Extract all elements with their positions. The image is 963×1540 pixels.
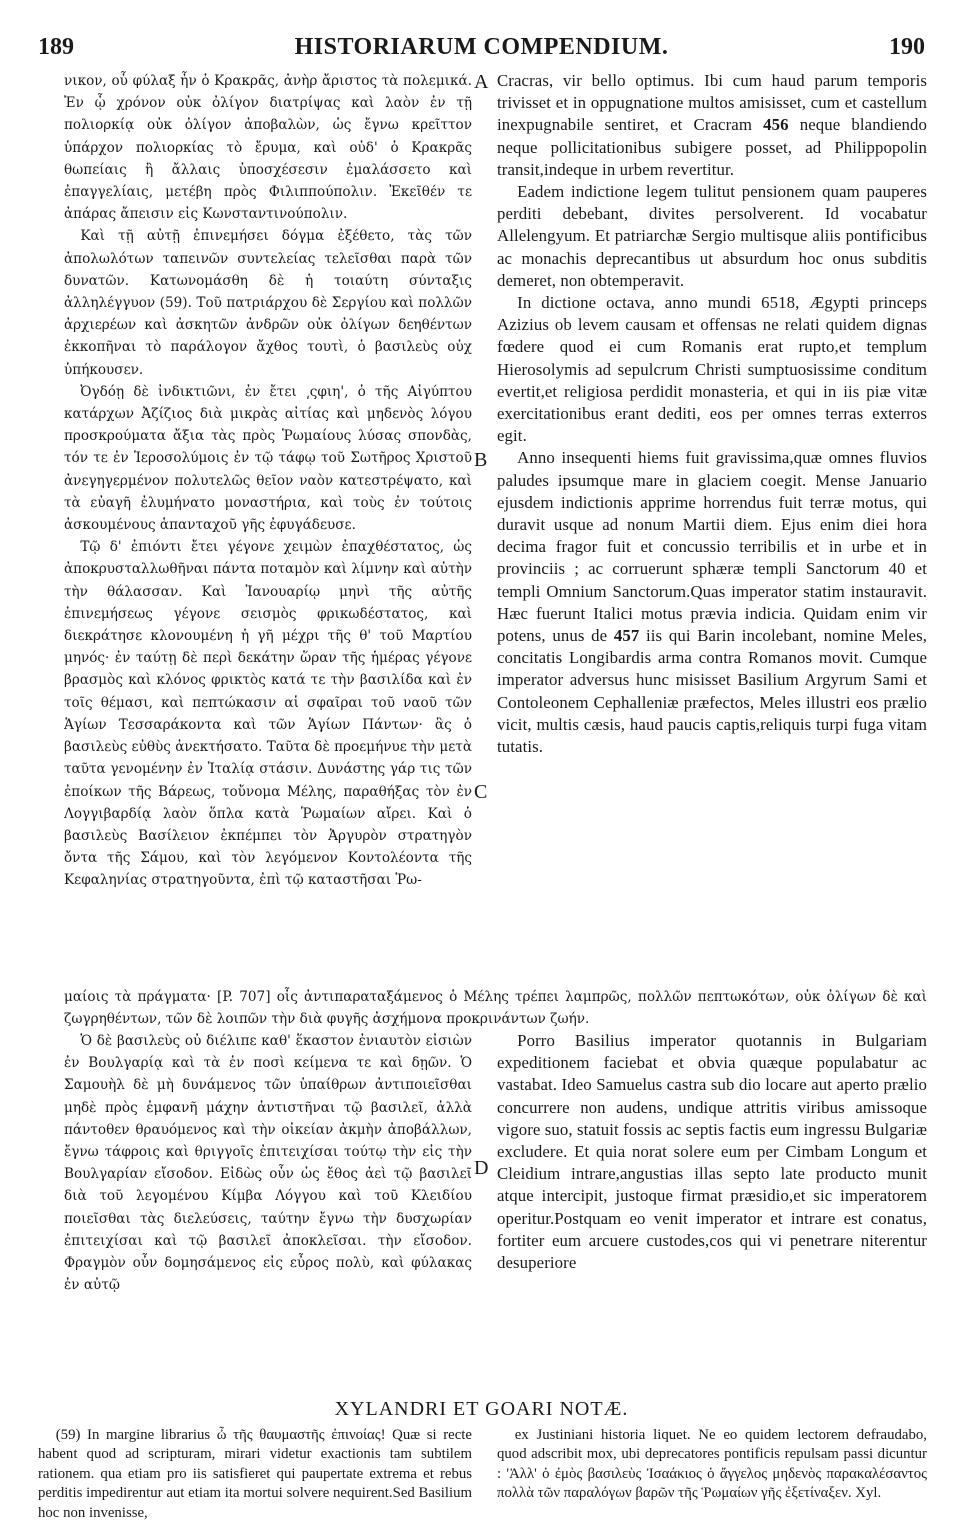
- latin-column-top: [497, 70, 927, 986]
- greek-column-bottom: [64, 1030, 472, 1390]
- margin-letter-b: B: [474, 449, 488, 471]
- latin-paragraph: Anno insequenti hiems fuit gravissima,quæ omnes fluvios paludes ipsumque mare in glaciem coegit. Mense Januario ejusdem indictionis apprime horrendus fuit terræ motus, qui duravit usque ad nonum Martii diem. Ejus enim diei hora decima fragor fuit et concussio terribilis et in urbe et in provinciis ; ac corruerunt sphæræ templi Sanctorum 40 et templi Omnium Sanctorum.Quas imperator statim instauravit. Hæc fuerunt Italici motus prævia indicia. Quidam enim vir potens, unus de 457 iis qui Barin incolebant, nomine Meles, concitatis Longibardis arma contra Romanos movit. Cumque imperator adversus hunc misisset Basilium Argyrum Sami et Contoleonem Cephalleniæ præfectos, Meles illustri eos prælio vicit, multis cæsis, haud paucis captis,reliquis turpi fuga vitam tutatis.: [497, 448, 927, 757]
- greek-paragraph: Ὁ δὲ βασιλεὺς οὐ διέλιπε καθ' ἕκαστον ἐνιαυτὸν εἰσιὼν ἐν Βουλγαρίᾳ καὶ τὰ ἐν ποσὶ κείμενα τε καὶ δῃῶν. Ὁ Σαμουὴλ δὲ μὴ δυνάμενος τῶν ὑπαίθρων ἀντιποιεῖσθαι μηδὲ πρὸς ἐμφανῆ μάχην ἀντιστῆναι τῷ βασιλεῖ, ἀλλὰ πάντοθεν θραυόμενος καὶ τὴν οἰκείαν ἀκμὴν ἀποβάλλων, ἔγνω τάφροις καὶ θριγγοῖς ἐπιτειχίσαι τούτῳ τὴν εἰς τὴν Βουλγαρίαν εἴσοδον. Εἰδὼς οὖν ὡς ἔθος ἀεὶ τῷ βασιλεῖ διὰ τοῦ λεγομένου Κίμβα Λόγγου καὶ τοῦ Κλειδίου ποιεῖσθαι τὰς διελεύσεις, ταύτην ἔγνω τὴν δυσχωρίαν ἐπιτειχίσαι καὶ τῷ βασιλεῖ ἀποκλεῖσαι. τὴν εἴσοδον. Φραγμὸν οὖν δομησάμενος εἰς εὖρος πολὺ, καὶ φύλακας ἐν αὐτῷ: [64, 1033, 472, 1294]
- latin-paragraph: Eadem indictione legem tulitut pensionem quam pauperes perditi debebant, divites persolverent. Id vocabatur Allelengyum. Et patriarchæ Sergio multisque aliis pontificibus ac monachis deprecantibus ut absurdum hoc onus subditis demeret, non obtemperavit.: [497, 182, 927, 290]
- latin-column-bottom: [497, 1030, 927, 1390]
- notes-heading: XYLANDRI ET GOARI NOTÆ.: [334, 1398, 629, 1420]
- section-number: 456: [763, 115, 789, 135]
- page-number-left: 189: [38, 34, 74, 60]
- greek-paragraph: Ὀγδόῃ δὲ ἰνδικτιῶνι, ἐν ἔτει ͵ςφιη', ὁ τῆς Αἰγύπτου κατάρχων Ἀζίζιος διὰ μικρὰς αἰτίας καὶ μηδενὸς λόγου προσκρούματα ἄξια τὰς πρὸς Ῥωμαίους λύσας σπονδὰς, τόν τε ἐν Ἱεροσολύμοις ἐν τῷ τάφῳ τοῦ Σωτῆρος Χριστοῦ ἀνεγηγερμένον πολυτελῶς θεῖον ναὸν κατεστρέψατο, καὶ τὰ εὐαγῆ ἐλυμήνατο μοναστήρια, καὶ τοὺς ἐν τούτοις ἀσκουμένους ἁπανταχοῦ γῆς ἐφυγάδευσε.: [64, 383, 472, 534]
- latin-paragraph: Porro Basilius imperator quotannis in Bulgariam expeditionem faciebat et obvia quæque populabatur ac vastabat. Ideo Samuelus castra sub dio locare aut aperto prælio concurrere non audens, undique attritis viribus amissoque vigore suo, statuit fossis ac septis factis eum ingressu Bulgariæ excludere. Et quia norat solere eum per Cimbam Longum et Cleidium intrare,angustias illas septo late producto munit atque intercipit, justoque firmat præsidio,et sic imperatorem operitur.Postquam eo venit imperator et intrare est conatus, fortiter eum arcuere custodes,cos qui vi penetrare niterentur desuperiore: [497, 1031, 927, 1273]
- notes-column-left: (59) In margine librarius ὦ τῆς θαυμαστῆς ἐπινοίας! Quæ si recte habent quod ad scripturam, mirari videtur exactionis tam subtilem rationem. qua etiam pro iis satisfieret qui paupertate extrema et rebus perditis impedirentur aut etiam ita mortui solvere nequirent.Sed Basilium hoc non invenisse,: [38, 1427, 472, 1521]
- margin-letter-c: C: [474, 781, 488, 803]
- margin-letter-a: A: [474, 71, 489, 93]
- running-header: [38, 34, 925, 64]
- greek-paragraph: Καὶ τῇ αὐτῇ ἐπινεμήσει δόγμα ἐξέθετο, τὰς τῶν ἀπολωλότων ταπεινῶν συντελείας τελεῖσθαι παρὰ τῶν δυνατῶν. Κατωνομάσθη δὲ ἡ τοιαύτη σύνταξις ἀλληλέγγυον (59). Τοῦ πατριάρχου δὲ Σεργίου καὶ πολλῶν ἀρχιερέων καὶ ἀσκητῶν ἀνδρῶν οὐκ ὀλίγων δεηθέντων ἐκκοπῆναι τὸ παράλογον ἄχθος τουτὶ, ὁ βασιλεὺς οὐχ ὑπήκουσεν.: [64, 228, 472, 378]
- running-title: HISTORIARUM COMPENDIUM.: [294, 34, 669, 60]
- section-number: 457: [613, 626, 640, 646]
- latin-paragraph: Cracras, vir bello optimus. Ibi cum haud parum temporis trivisset et in oppugnatione multos amisisset, cum et castellum inexpugnabile sentiret, et Cracram 456 neque blandiendo neque pollicitationibus subigere posset, ad Philippopolin transit,indeque in urbem revertitur.: [497, 71, 927, 179]
- greek-paragraph: νικον, οὗ φύλαξ ἦν ὁ Κρακρᾶς, ἀνὴρ ἄριστος τὰ πολεμικά. Ἐν ᾧ χρόνον οὐκ ὀλίγον διατρίψας καὶ λαὸν ἐν τῇ πολιορκίᾳ οὐκ ὀλίγον ἀποβαλὼν, ὡς ἔγνω κρεῖττον ὑπάρχον πολιορκίας τὸ ἔρυμα, καὶ οὐδ' ὁ Κρακρᾶς θωπείαις ἢ ἄλλαις ὑποσχέσεσιν ἐμαλάσσετο καὶ ἐπαγγελίαις, μετέβη πρὸς Φιλιππούπολιν. Ἐκεῖθέν τε ἀπάρας ἄπεισιν εἰς Κωνσταντινούπολιν.: [64, 73, 472, 223]
- greek-full-width-line: μαίοις τὰ πράγματα· [P. 707] οἷς ἀντιπαραταξάμενος ὁ Μέλης τρέπει λαμπρῶς, πολλῶν πεπτωκότων, οὐκ ὀλίγων δὲ καὶ ζωγρηθέντων, τῶν δὲ λοιπῶν τὴν διὰ φυγῆς ἀσχήμονα προκρινάντων ζωήν.: [64, 989, 927, 1028]
- greek-column-top: [64, 70, 472, 986]
- page-number-right: 190: [889, 34, 925, 60]
- notes-column-right: ex Justiniani historia liquet. Ne eo quidem lectorem defraudabo, quod adscribit mox, ubi deprecatores pontificis repulsam passi dicuntur : 'Ἀλλ' ὁ ἐμὸς βασιλεὺς Ἰσαάκιος ὁ ἄγγελος μηδενὸς παρακαλέσαντος πολλὰ τῶν παραλόγων βαρῶν τῆς Ῥωμαίων γῆς ἐξετίναξεν. Xyl.: [497, 1427, 927, 1502]
- greek-paragraph: Τῷ δ' ἐπιόντι ἔτει γέγονε χειμὼν ἐπαχθέστατος, ὡς ἀποκρυσταλλωθῆναι πάντα ποταμὸν καὶ λίμνην καὶ αὐτὴν τὴν θάλασσαν. Καὶ Ἰανουαρίῳ μηνὶ τῆς αὐτῆς ἐπινεμήσεως γέγονε σεισμὸς φρικωδέστατος, καὶ διεκράτησε κλονουμένη ἡ γῆ μέχρι τῆς θ' τοῦ Μαρτίου μηνός· ἐν ταύτῃ δὲ περὶ δεκάτην ὥραν τῆς ἡμέρας γέγονε βρασμὸς καὶ κλόνος φρικτὸς κατά τε τὴν βασιλίδα καὶ ἐν τοῖς θέμασι, καὶ πεπτώκασιν αἱ σφαῖραι τοῦ ναοῦ τῶν Ἁγίων Τεσσαράκοντα καὶ τῶν Ἁγίων Πάντων· ἃς ὁ βασιλεὺς εὐθὺς ἀνεκτήσατο. Ταῦτα δὲ προεμήνυε τὴν μετὰ ταῦτα γενομένην ἐν Ἰταλίᾳ στάσιν. Δυνάστης γάρ τις τῶν ἐποίκων τῆς Βάρεως, τοὔνομα Μέλης, παραθήξας τὸν ἐν Λογγιβαρδίᾳ λαὸν ὅπλα κατὰ Ῥωμαίων αἴρει. Καὶ ὁ βασιλεὺς Βασίλειον ἐκπέμπει τὸν Ἀργυρὸν στρατηγὸν ὄντα τῆς Σάμου, καὶ τὸν λεγόμενον Κοντολέοντα τῆς Κεφαληνίας στρατηγοῦντα, ἐπὶ τῷ καταστῆσαι Ῥω-: [64, 539, 472, 889]
- latin-paragraph: In dictione octava, anno mundi 6518, Ægypti princeps Azizius ob levem causam et offensas ne relati quidem dignas fœdere quod ei cum Romanis erat rupto,et templum Hierosolymis ad sepulcrum Christi sumptuosissime conditum evertit,et religiosa perdidit monasteria, et qui in iis piæ vitæ exercitationibus erant dediti, eos per omnes terras exterros egit.: [497, 293, 927, 446]
- margin-letter-d: D: [474, 1157, 489, 1179]
